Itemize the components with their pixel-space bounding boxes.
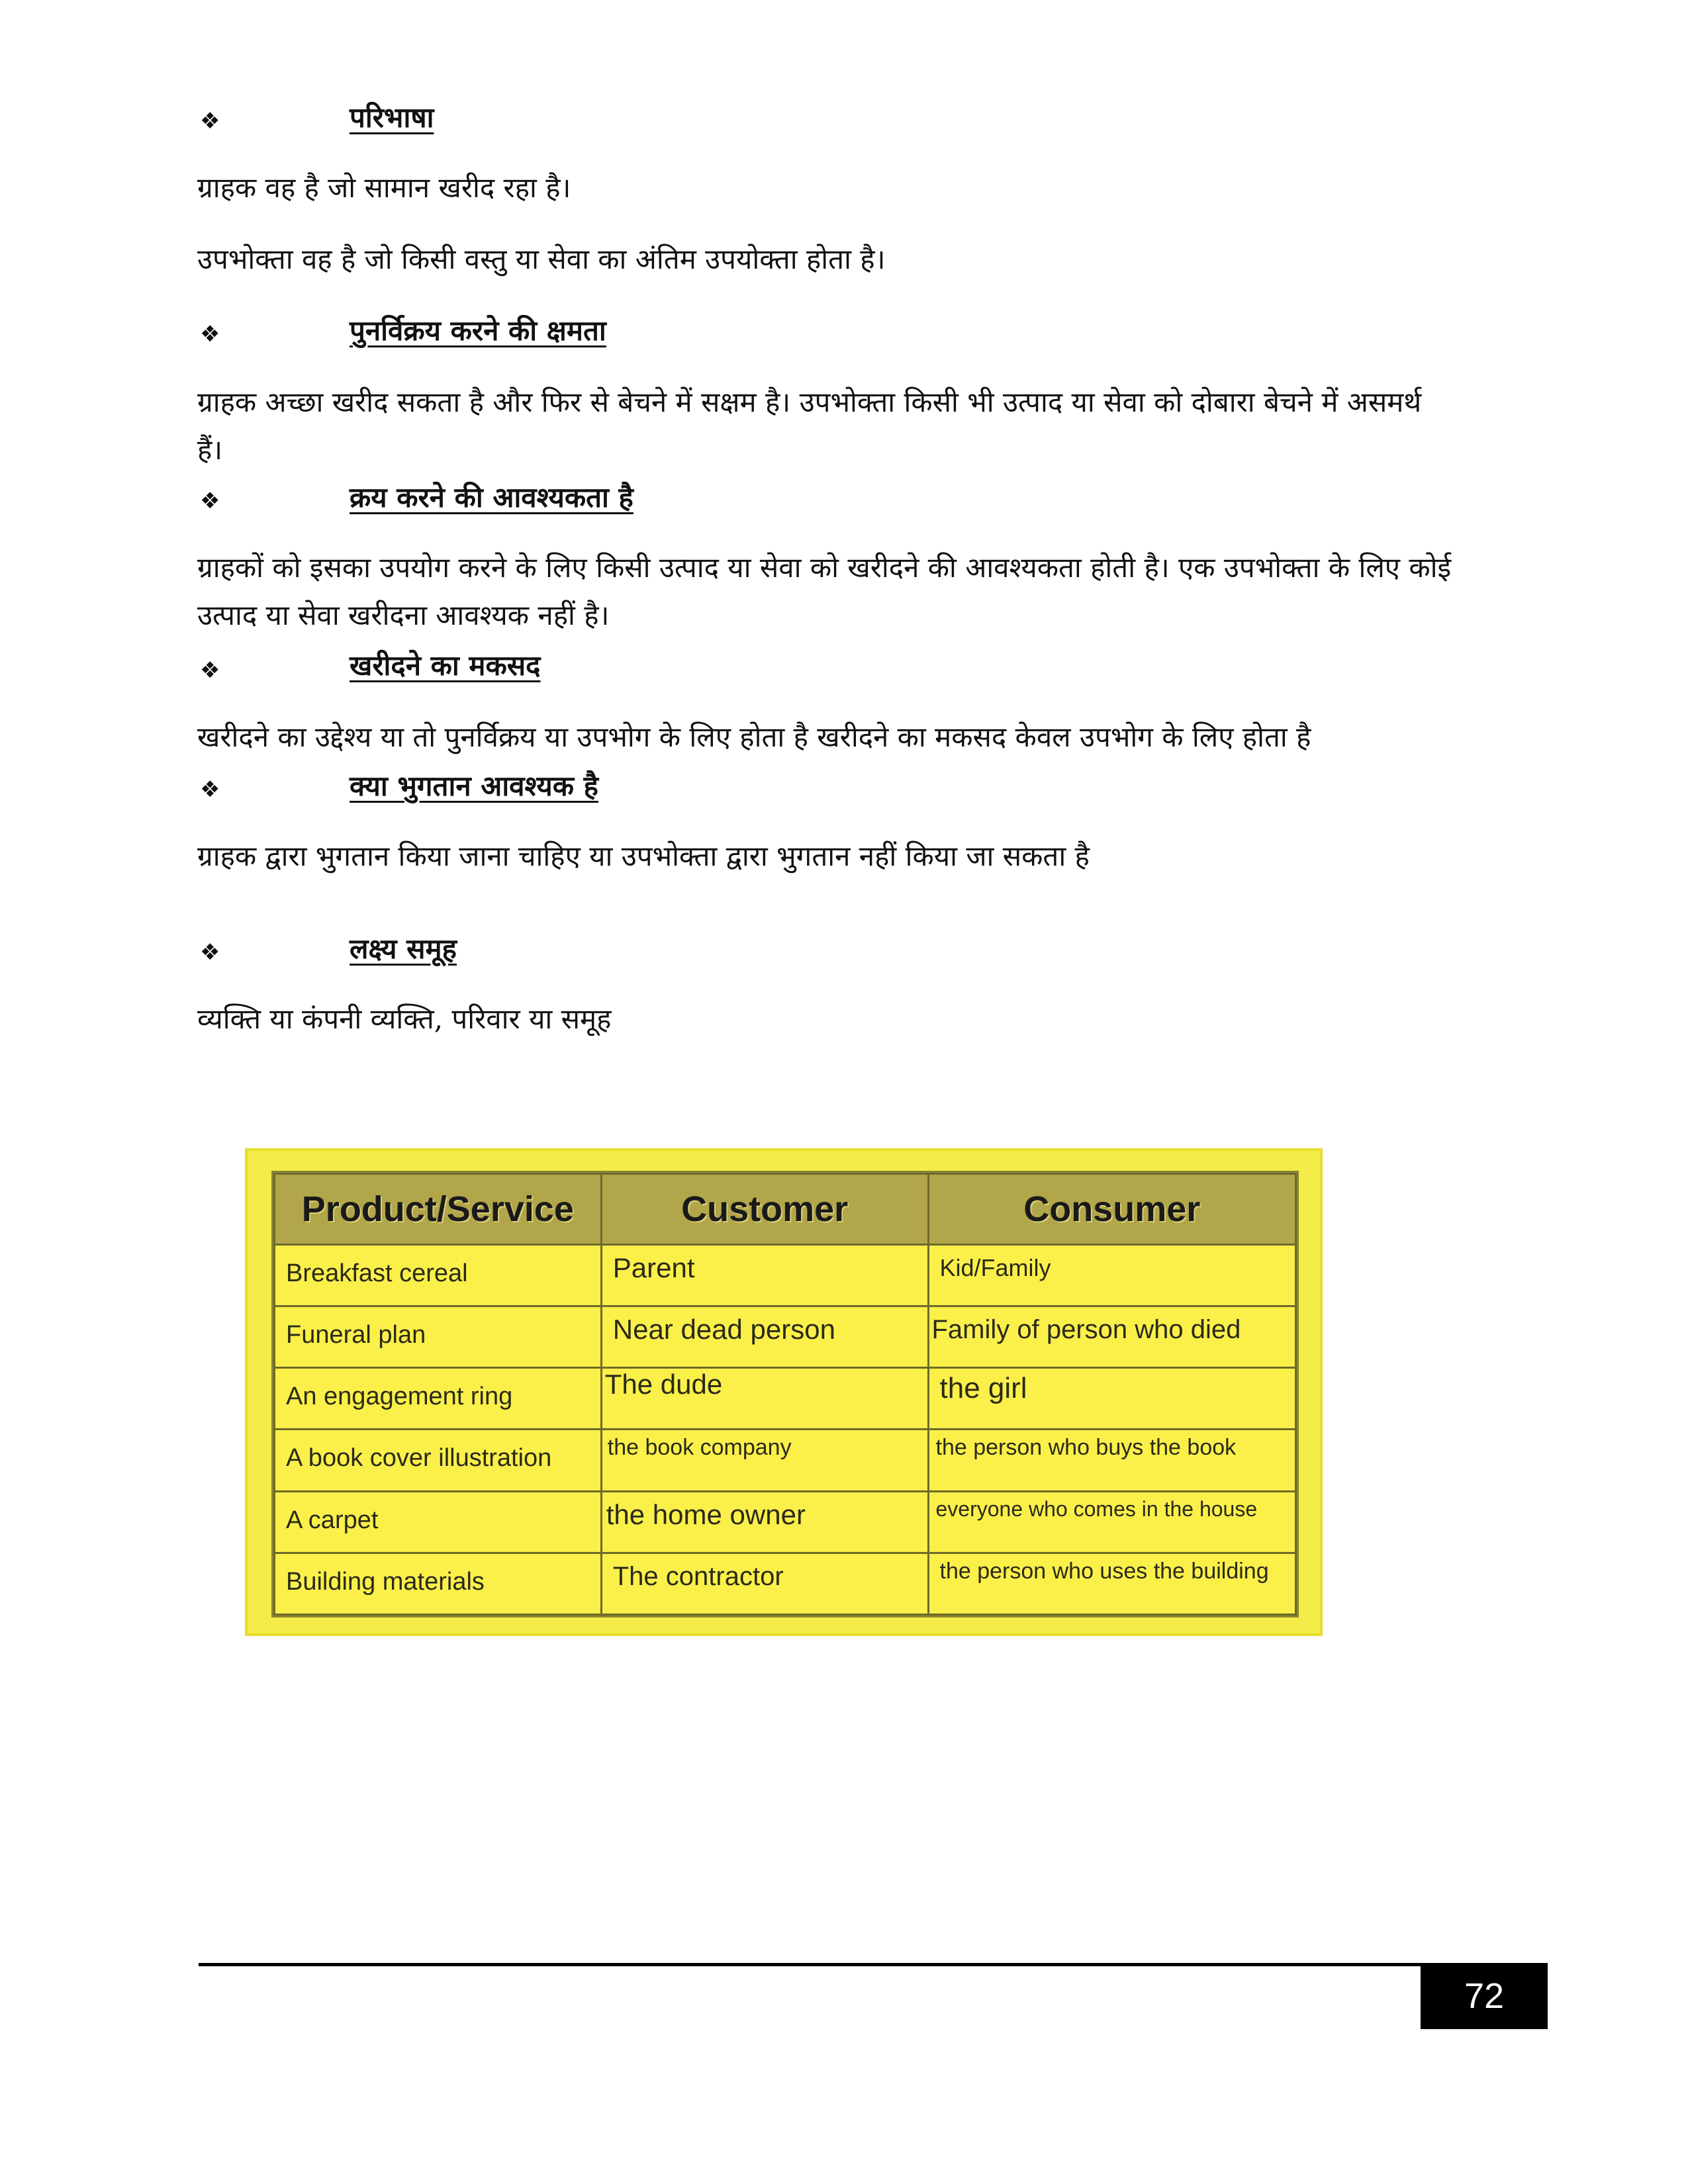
- section-heading-payment-required: क्या भुगतान आवश्यक है: [350, 770, 598, 802]
- paragraph: ग्राहक वह है जो सामान खरीद रहा है।: [197, 171, 571, 204]
- section-heading-need-to-buy: क्रय करने की आवश्यकता है: [350, 481, 633, 514]
- table-cell: Parent: [601, 1245, 928, 1306]
- paragraph: ग्राहक द्वारा भुगतान किया जाना चाहिए या उपभोक्ता द्वारा भुगतान नहीं किया जा सकता है: [197, 840, 1090, 872]
- table-cell: The contractor: [601, 1553, 928, 1614]
- table-cell: The dude: [601, 1368, 928, 1430]
- table-row: [275, 1368, 1296, 1430]
- table-cell: Kid/Family: [928, 1245, 1296, 1306]
- table-cell: Building materials: [275, 1553, 602, 1614]
- section-bullet-icon: ❖: [200, 657, 220, 684]
- paragraph: उपभोक्ता वह है जो किसी वस्तु या सेवा का अंतिम उपयोक्ता होता है।: [197, 243, 886, 275]
- section-heading-purchase-motive: खरीदने का मकसद: [350, 649, 541, 682]
- paragraph: ग्राहकों को इसका उपयोग करने के लिए किसी उत्पाद या सेवा को खरीदने की आवश्यकता होती है। एक उपभोक्ता के लिए कोई उत्पाद या सेवा खरीदना आवश्यक नहीं है।: [197, 551, 1452, 631]
- table-cell: Near dead person: [601, 1306, 928, 1368]
- comparison-table-wrapper: [271, 1171, 1299, 1617]
- table-cell: everyone who comes in the house: [928, 1491, 1296, 1553]
- section-bullet-icon: ❖: [200, 321, 220, 347]
- paragraph: ग्राहक अच्छा खरीद सकता है और फिर से बेचने में सक्षम है। उपभोक्ता किसी भी उत्पाद या सेवा को दोबारा बेचने में असमर्थ हैं।: [197, 386, 1422, 466]
- table-cell: the person who uses the building: [928, 1553, 1296, 1614]
- table-cell: the girl: [928, 1368, 1296, 1430]
- table-row: [275, 1306, 1296, 1368]
- page-number: 72: [1421, 1963, 1548, 2029]
- section-bullet-icon: ❖: [200, 776, 220, 803]
- table-cell: the person who buys the book: [928, 1430, 1296, 1491]
- table-row: [275, 1245, 1296, 1306]
- header-customer: Customer: [601, 1174, 928, 1245]
- section-bullet-icon: ❖: [200, 108, 220, 134]
- table-cell: the book company: [601, 1430, 928, 1491]
- table-cell: A carpet: [275, 1491, 602, 1553]
- comparison-table-image: [245, 1148, 1323, 1636]
- section-heading-definition: परिभाषा: [350, 101, 434, 134]
- section-bullet-icon: ❖: [200, 488, 220, 514]
- header-product-service: Product/Service: [275, 1174, 602, 1245]
- table-cell: Breakfast cereal: [275, 1245, 602, 1306]
- table-row: [275, 1430, 1296, 1491]
- table-header-row: [275, 1174, 1296, 1245]
- table-row: [275, 1491, 1296, 1553]
- section-bullet-icon: ❖: [200, 939, 220, 966]
- table-cell: An engagement ring: [275, 1368, 602, 1430]
- table-row: [275, 1553, 1296, 1614]
- table-cell: Family of person who died: [928, 1306, 1296, 1368]
- table-cell: Funeral plan: [275, 1306, 602, 1368]
- section-heading-resale-ability: पुनर्विक्रय करने की क्षमता: [350, 314, 606, 347]
- paragraph: खरीदने का उद्देश्य या तो पुनर्विक्रय या उपभोग के लिए होता है खरीदने का मकसद केवल उपभोग के लिए होता है: [197, 721, 1311, 753]
- footer-rule: [199, 1963, 1463, 1966]
- table-cell: the home owner: [601, 1491, 928, 1553]
- table-cell: A book cover illustration: [275, 1430, 602, 1491]
- paragraph: व्यक्ति या कंपनी व्यक्ति, परिवार या समूह: [197, 1003, 612, 1035]
- header-consumer: Consumer: [928, 1174, 1296, 1245]
- comparison-table: [273, 1173, 1297, 1615]
- section-heading-target-group: लक्ष्य समूह: [350, 933, 457, 965]
